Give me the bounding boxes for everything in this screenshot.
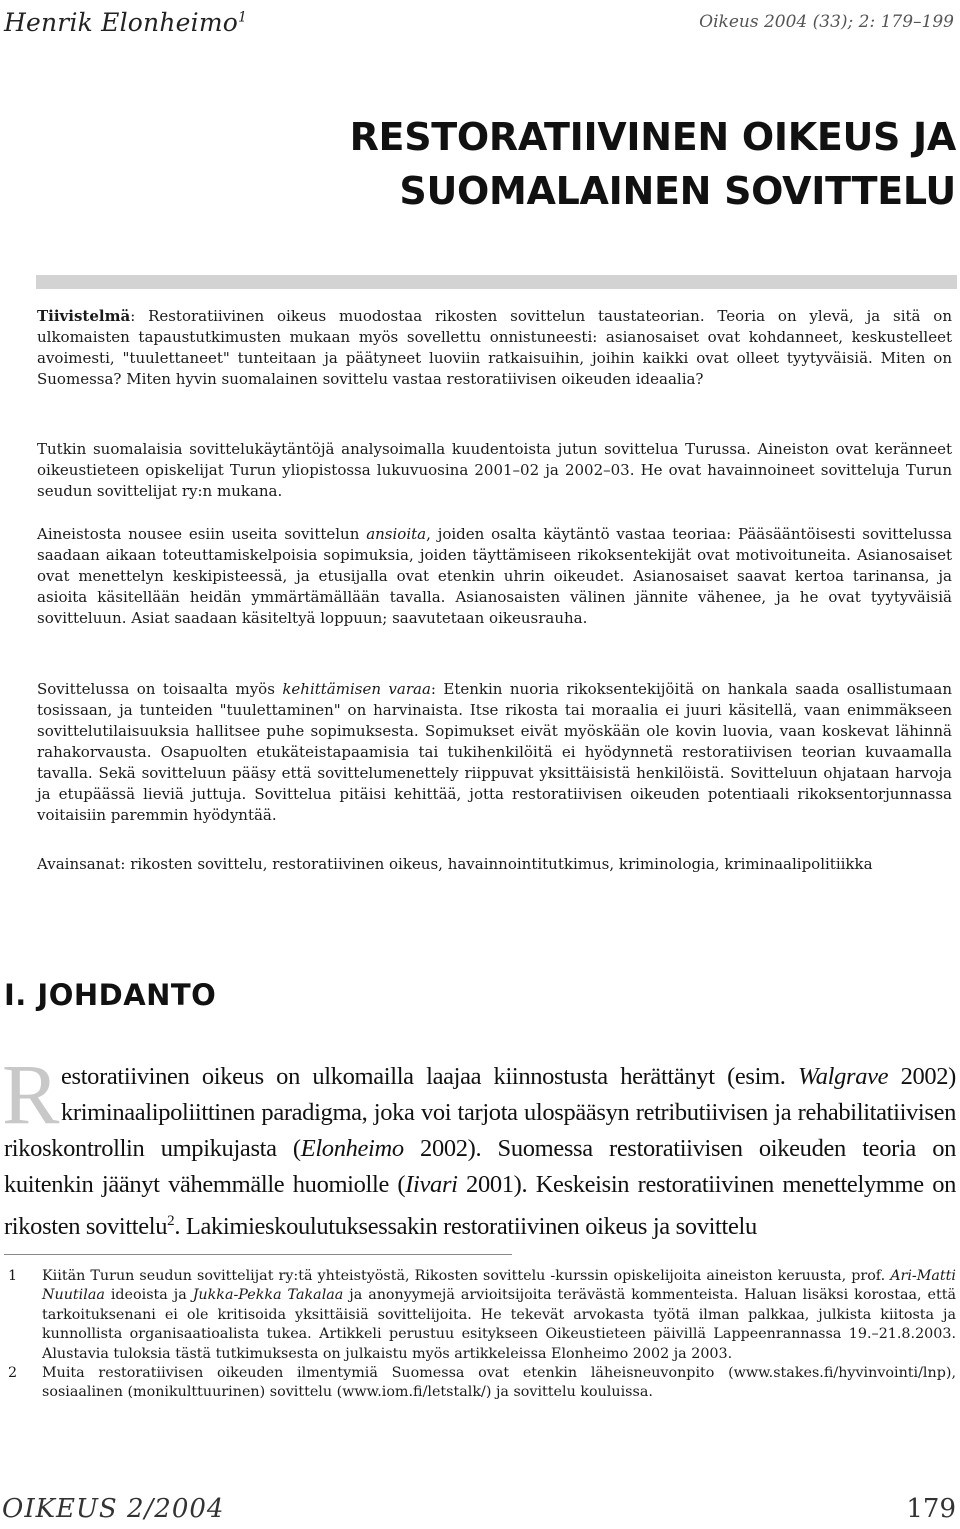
drop-cap: R [2, 1046, 60, 1142]
abstract-paragraph-4: Sovittelussa on toisaalta myös kehittämisen varaa: Etenkin nuoria rikoksentekijöitä on hankala saada osallistumaan tosissaan, ja tunteiden "tuulettaminen" on harvinaista. Itse rikosta tai moraalia ei juuri käsitellä, vaan enimmäkseen sovittelutilaisuuksia hallitsee puhe sopimuksesta. Sopimukset eivät myöskään ole kovin luovia, vaan koskevat lähinnä rahakorvausta. Osapuolten etukäteistapaamisia tai tukihenkilöitä ei hyödynnetä restoratiivisen teorian kuvaamalla tavalla. Sekä sovitteluun pääsy että sovittelumenettely riippuvat yksittäisistä henkilöistä. Sovitteluun ohjataan harvoja ja etupäässä lieviä juttuja. Sovittelua pitäisi kehittää, jotta restoratiivisen oikeuden potentiaali rikoksentorjunnassa voitaisiin paremmin hyödyntää. [37, 680, 952, 824]
footnote-1 [4, 1267, 956, 1364]
footnote-text: Kiitän Turun seudun sovittelijat ry:tä yhteistyöstä, Rikosten sovittelu -kurssin opiskelijoita aineiston keruusta, prof. Ari-Matti Nuutilaa ideoista ja Jukka-Pekka Takalaa ja anonyymejä arvioitsijoita terävästä kommenteista. Haluan lisäksi korostaa, että tarkoituksenani ei ole kritisoida yksittäisiä sovittelijoita. He tekevät arvokasta työtä ilman palkkaa, julkista kiitosta ja kunnollista organisaatioalista tukea. Artikkeli perustuu esitykseen Oikeustieteen päivillä Lappeenrannassa 19.–21.8.2003. Alustavia tuloksia tästä tutkimuksesta on julkaistu myös artikkeleissa Elonheimo 2002 ja 2003. [42, 1268, 956, 1362]
footnote-number: 1 [8, 1268, 18, 1284]
running-header-author: Henrik Elonheimo$^1$ [4, 8, 248, 37]
citation-elonheimo: Elonheimo [300, 1135, 404, 1162]
footnote-2 [4, 1364, 956, 1403]
footnote-divider [4, 1254, 512, 1255]
abstract-paragraph-2: Tutkin suomalaisia sovittelukäytäntöjä analysoimalla kuudentoista jutun sovittelua Turussa. Aineiston ovat keränneet oikeustieteen opiskelijat Turun yliopistossa lukuvuosina 2001–02 ja 2002–03. He ovat havainnoineet sovitteluja Turun seudun sovittelijat ry:n mukana. [37, 440, 952, 500]
abstract-paragraph-3: Aineistosta nousee esiin useita sovittelun ansioita, joiden osalta käytäntö vastaa teoriaa: Pääsääntöisesti sovittelussa saadaan aikaan toteuttamiskelpoisia sopimuksia, joiden täyttämiseen rikoksentekijät ovat motivoituneita. Asianosaiset ovat menettelyn keskipisteessä, ja etusijalla ovat etenkin uhrin oikeudet. Asianosaiset saavat kertoa tarinansa, ja asioita käsitellään heidän ymmärtämällään tavalla. Asianosaisten välinen jännite vähenee, ja he ovat tyytyväisiä sovitteluun. Asiat saadaan käsiteltyä loppuun; saavutetaan oikeusrauha. [37, 525, 952, 627]
abstract-label: Tiivistelmä [37, 307, 131, 325]
citation-iivari: Iivari [405, 1171, 458, 1198]
abstract-paragraph-1: Tiivistelmä: Restoratiivinen oikeus muodostaa rikosten sovittelun taustateorian. Teoria on ylevä, ja sitä on ulkomaisten tapaustutkimusten mukaan myös sovellettu onnistuneesti: asianosaiset ovat kohdanneet, keskustelleet avoimesti, "tuulettaneet" tunteitaan ja päätyneet luoviin ratkaisuihin, joihin kaikki ovat olleet tyytyväisiä. Miten on Suomessa? Miten hyvin suomalainen sovittelu vastaa restoratiivisen oikeuden ideaalia? [37, 307, 952, 388]
intro-paragraph: Restoratiivinen oikeus on ulkomailla laajaa kiinnostusta herättänyt (esim. Walgrave 2002) kriminaalipoliittinen paradigma, joka voi tarjota ulospääsyn retributiivisen ja rehabilitatiivisen rikoskontrollin umpikujasta (Elonheimo 2002). Suomessa restoratiivisen oikeuden teoria on kuitenkin jäänyt vähemmälle huomiolle (Iivari 2001). Keskeisin restoratiivinen menettelymme on rikosten sovittelu$^2$. Lakimieskoulutuksessakin restoratiivinen oikeus ja sovittelu [2, 1046, 957, 1241]
footnotes [4, 1267, 956, 1403]
section-heading: I. JOHDANTO [4, 978, 217, 1012]
footnote-text: Muita restoratiivisen oikeuden ilmentymiä Suomessa ovat etenkin läheisneuvonpito (www.stakes.fi/hyvinvointi/lnp), sosiaalinen (monikulttuurinen) sovittelu (www.iom.fi/letstalk/) ja sovittelu kouluissa. [42, 1365, 956, 1401]
footnote-number: 2 [8, 1365, 18, 1382]
keywords: Avainsanat: rikosten sovittelu, restoratiivinen oikeus, havainnointitutkimus, kriminologia, kriminaalipolitiikka [37, 855, 873, 873]
title-line-1: RESTORATIIVINEN OIKEUS JA [349, 115, 956, 159]
footer-journal: OIKEUS 2/2004 [2, 1494, 225, 1524]
citation-walgrave: Walgrave [797, 1063, 889, 1090]
running-header-journal: Oikeus 2004 (33); 2: 179–199 [699, 12, 954, 32]
footnote-reference-2: 2 [167, 1213, 175, 1229]
title-line-2: SUOMALAINEN SOVITTELU [399, 169, 956, 213]
title-divider [36, 275, 957, 289]
article-title [156, 110, 956, 218]
page-number: 179 [906, 1494, 956, 1524]
author-footnote-marker: 1 [238, 9, 248, 26]
